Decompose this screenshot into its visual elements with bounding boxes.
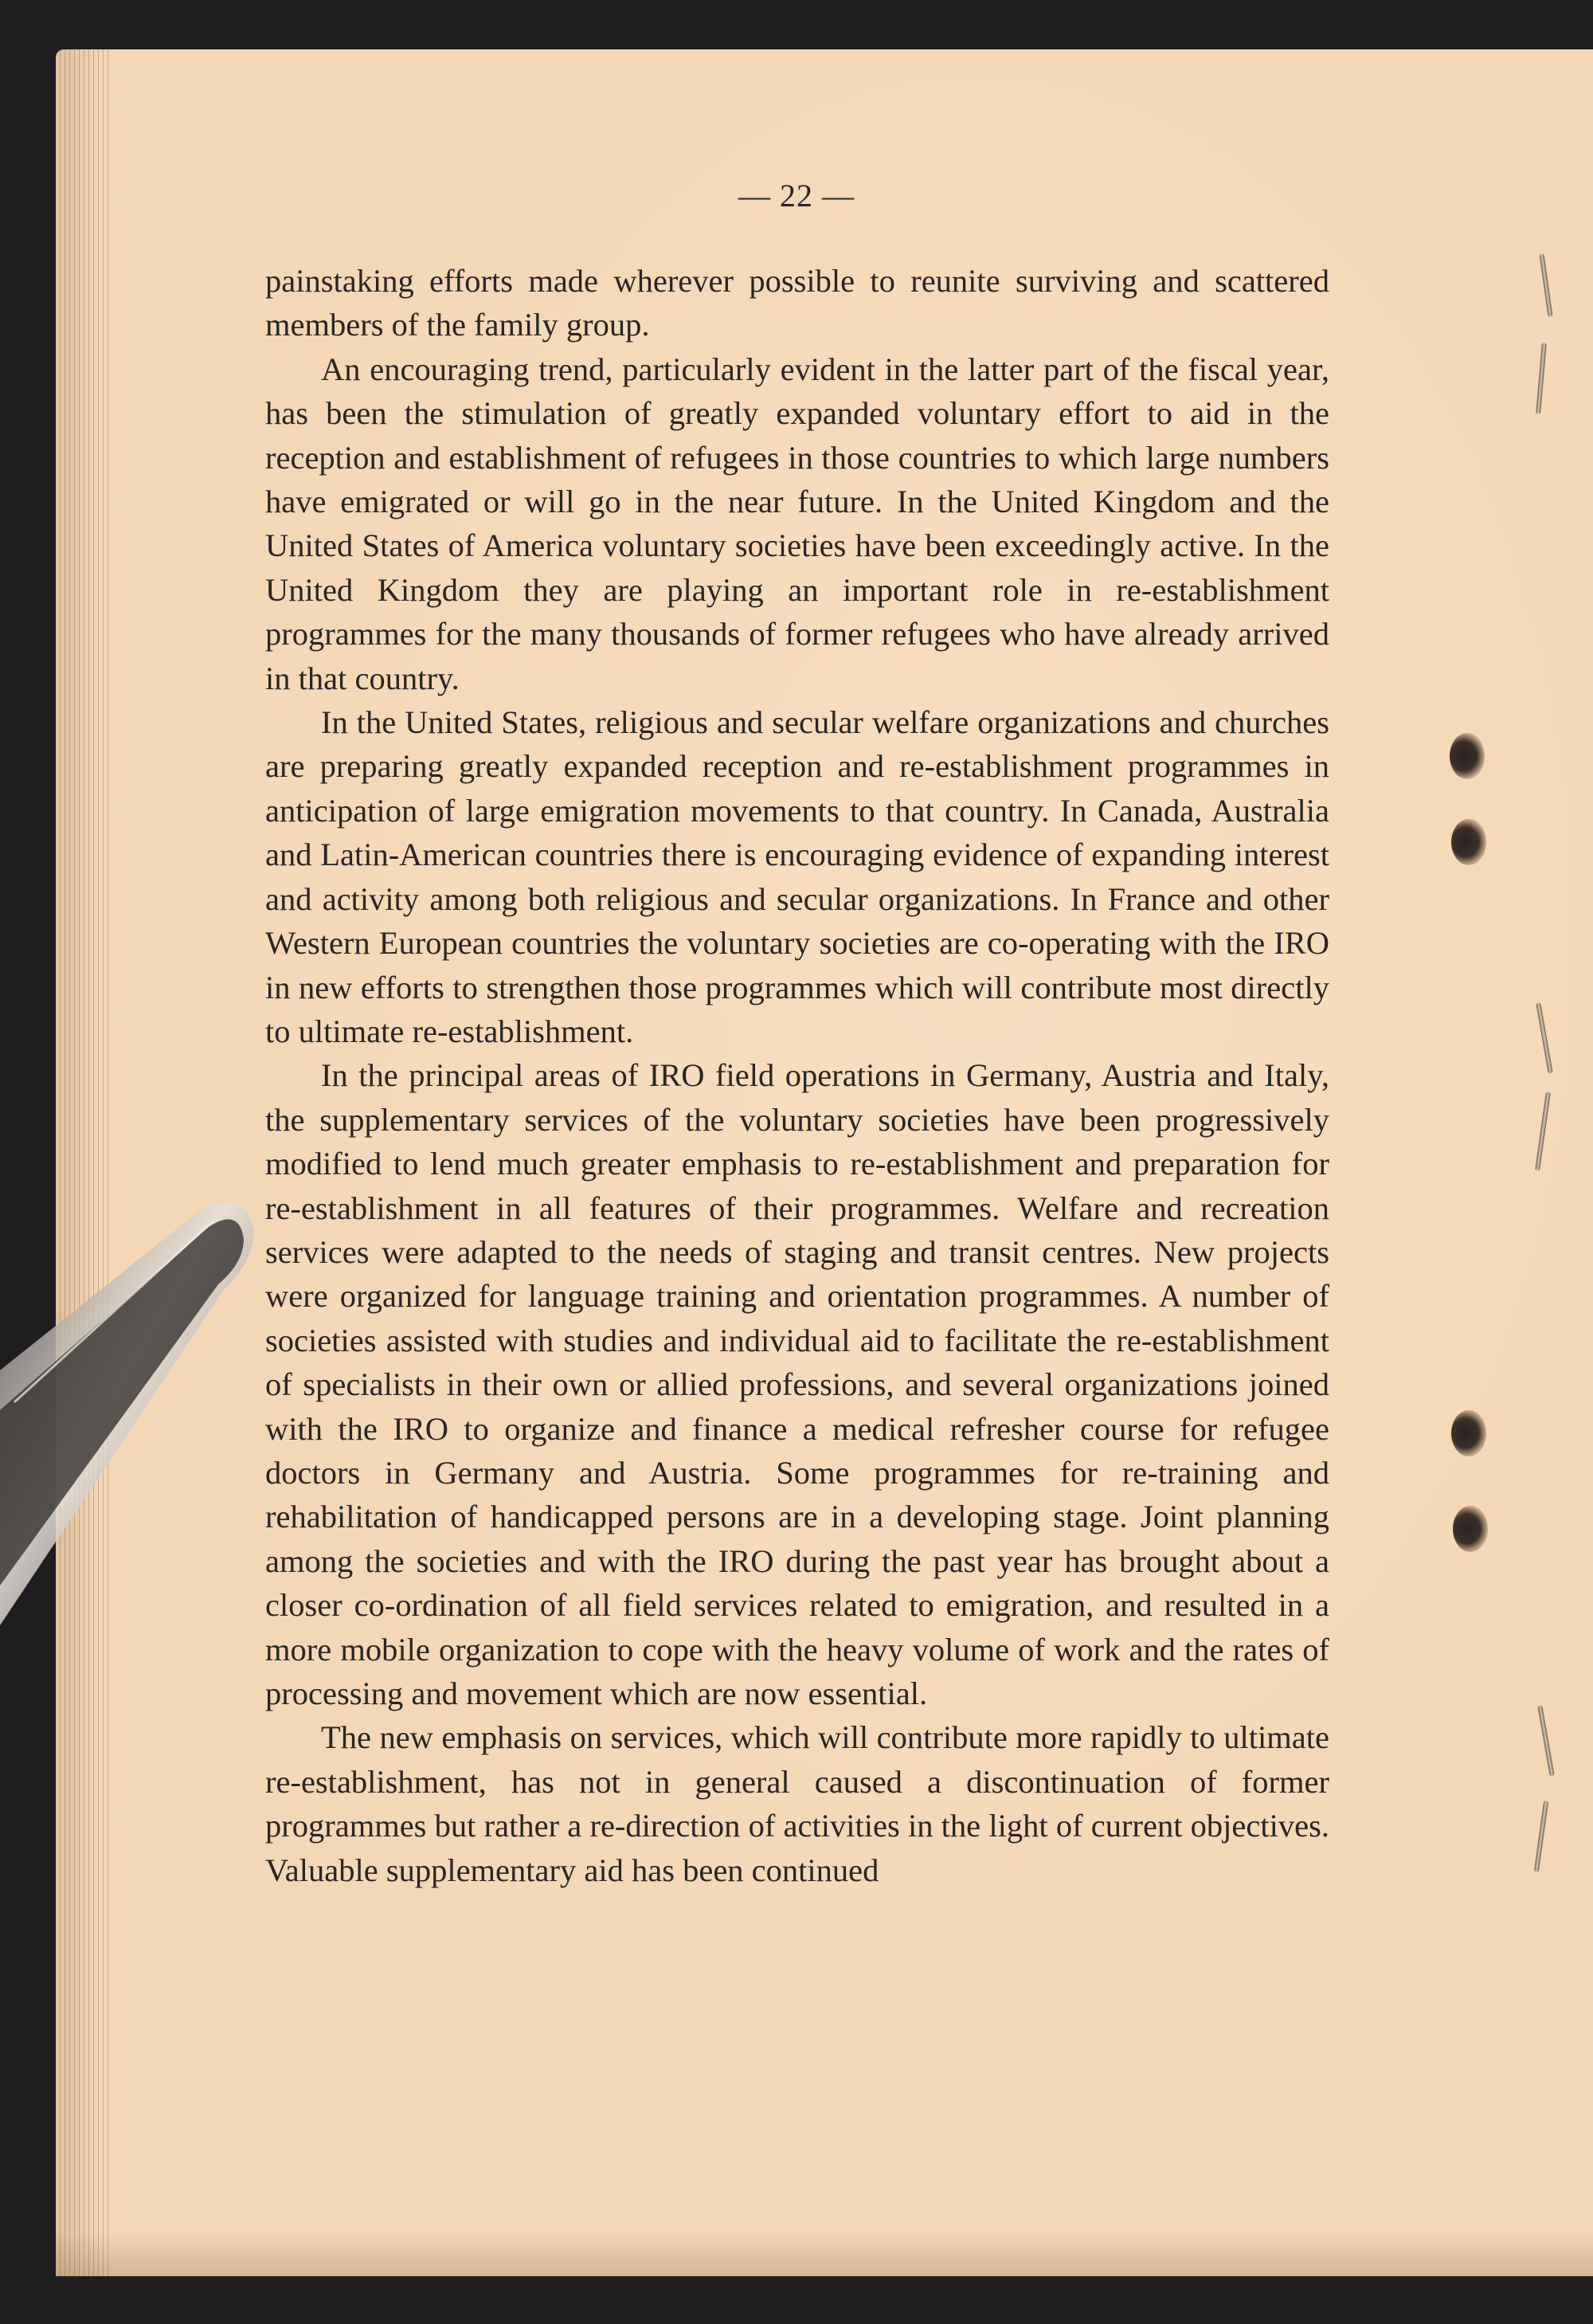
paragraph-2: An encouraging trend, particularly evident in the latter part of the fiscal year, has been the stimulation of greatly expanded voluntary effort to aid in the reception and establishment of refugees in those countries to which large numbers have emigrated or will go in the near future. In the United Kingdom and the United States of America voluntary societies have been exceedingly active. In the United Kingdom they are playing an important role in re-establishment programmes for the many thousands of former refugees who have already arrived in that country. — [265, 351, 1329, 696]
paragraph-1: painstaking efforts made wherever possible to reunite surviving and scattered members of the family group. — [265, 263, 1329, 343]
body-text — [265, 259, 1329, 1892]
paragraph-3: In the United States, religious and secular welfare organizations and churches are preparing greatly expanded reception and re-establishment programmes in anticipation of large emigration movements to that country. In Canada, Australia and Latin-American countries there is encouraging evidence of expanding interest and activity among both religious and secular organizations. In France and other Western European countries the voluntary societies are co-operating with the IRO in new efforts to strengthen those programmes which will contribute most directly to ultimate re-establishment. — [265, 704, 1329, 1049]
binding-hole-4 — [1453, 1506, 1488, 1552]
paragraph-4: In the principal areas of IRO field operations in Germany, Austria and Italy, the supplementary services of the voluntary societies have been progressively modified to lend much greater emphasis to re-establishment and preparation for re-establishment in all features of their programmes. Welfare and recreation services were adapted to the needs of staging and transit centres. New projects were organized for language training and orientation programmes. A number of societies assisted with studies and individual aid to facilitate the re-establishment of specialists in their own or allied professions, and several organizations joined with the IRO to organize and finance a medical refresher course for refugee doctors in Germany and Austria. Some programmes for re-training and rehabilitation of handicapped persons are in a developing stage. Joint planning among the societies and with the IRO during the past year has brought about a closer co-ordination of all field services related to emigration, and resulted in a more mobile organization to cope with the heavy volume of work and the rates of processing and movement which are now essential. — [265, 1057, 1329, 1711]
binding-hole-1 — [1450, 733, 1485, 779]
paragraph-5: The new emphasis on services, which will contribute more rapidly to ultimate re-establishment, has not in general caused a discontinuation of former programmes but rather a re-direction of activities in the light of current objectives. Valuable supplementary aid has been continued — [265, 1719, 1329, 1888]
page-bottom-shadow — [56, 2231, 1593, 2276]
tweezers-tool — [0, 0, 287, 1673]
binding-hole-2 — [1451, 819, 1486, 865]
binding-hole-3 — [1451, 1410, 1486, 1456]
page-number: — 22 — — [738, 178, 855, 214]
